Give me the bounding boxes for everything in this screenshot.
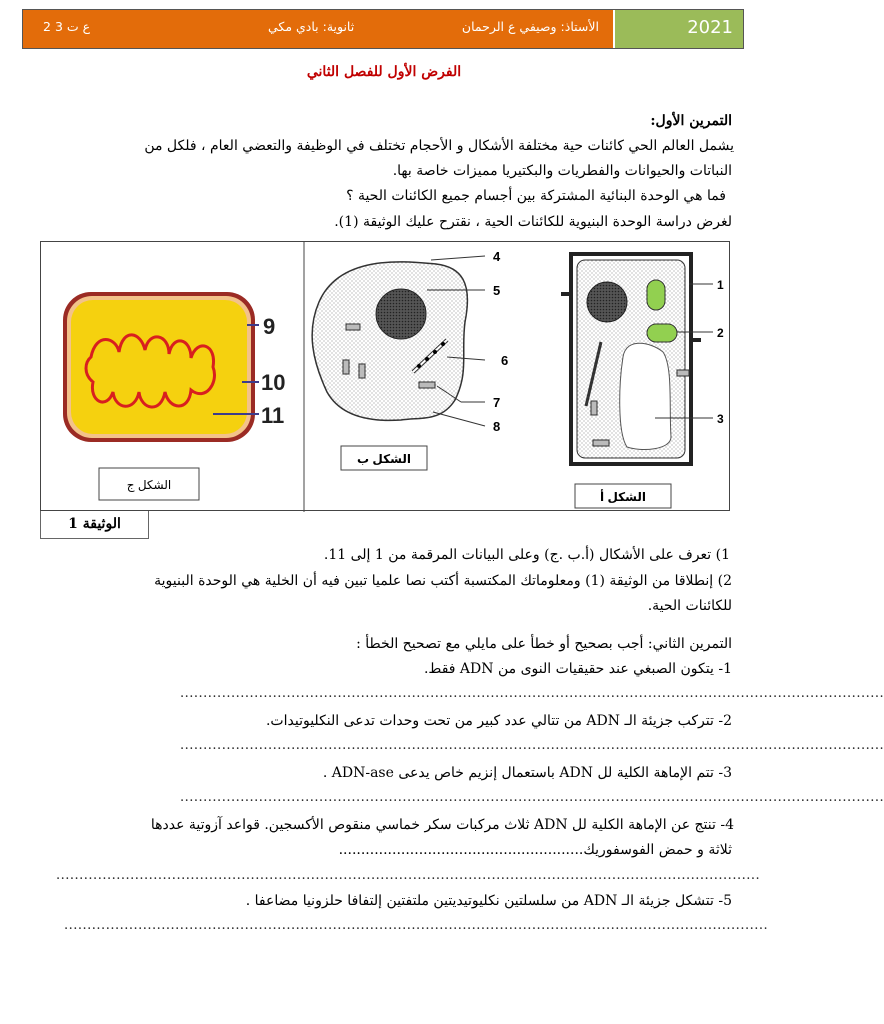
document-1-caption: الوثيقة 1 (40, 511, 149, 539)
statement-1: 1- يتكون الصبغي عند حقيقيات النوى من ADN فقط. (423, 661, 732, 677)
label-1: 1 (717, 278, 724, 292)
label-9: 9 (263, 314, 276, 339)
header-info-panel (23, 10, 613, 48)
header-year-panel (613, 10, 743, 48)
teacher-label: الأستاذ: وصيفي ع الرحمان (461, 19, 599, 34)
figure-c-bacterium (63, 292, 285, 500)
figure-b-animal-cell (312, 249, 508, 470)
exercise1-intro-line1: يشمل العالم الحي كائنات حية مختلفة الأشكال و الأحجام تختلف في الوظيفة والتعضي العام ، فلكل من (144, 138, 734, 154)
label-6: 6 (501, 353, 509, 368)
statement-3: 3- تتم الإماهة الكلية لل ADN باستعمال إنزيم خاص يدعى ADN-ase . (322, 765, 732, 781)
statement-5: 5- تتشكل جزيئة الـ ADN من سلسلتين نكليوتيديتين ملتفتين إلتفافا حلزونيا مضاعفا . (245, 893, 732, 909)
label-5: 5 (493, 283, 501, 298)
exercise1-proposal: لغرض دراسة الوحدة البنيوية للكائنات الحية ، نقترح عليك الوثيقة (1). (334, 214, 732, 230)
answer-line-2: ........................................................................................................................................................ (180, 738, 884, 753)
year-label: 2021 (687, 17, 733, 38)
label-11: 11 (261, 403, 285, 428)
label-7: 7 (493, 395, 501, 410)
page-title: الفرض الأول للفصل الثاني (306, 64, 462, 80)
fig-b-label: الشكل ب (357, 452, 411, 466)
statement-2: 2- تتركب جزيئة الـ ADN من تتالي عدد كبير من تحت وحدات تدعى النكليوتيدات. (265, 713, 732, 729)
answer-line-4: ........................................................................................................................................................ (56, 868, 761, 883)
statement-4-line1: 4- تنتج عن الإماهة الكلية لل ADN ثلاث مركبات سكر خماسي منقوص الأكسجين. قواعد آزوتية عددها (150, 817, 734, 833)
exercise1-question: فما هي الوحدة البنائية المشتركة بين أجسام جميع الكائنات الحية ؟ (346, 188, 726, 204)
label-4: 4 (493, 249, 501, 264)
fig-c-label: الشكل ج (126, 478, 172, 492)
question-2-line1: 2) إنطلاقا من الوثيقة (1) ومعلوماتك المكتسبة أكتب نصا علميا تبين فيه أن الخلية هي الوحدة البنيوية (154, 573, 732, 589)
fig-a-label: الشكل أ (600, 490, 646, 504)
header-bar (22, 9, 744, 49)
document-1-figure (40, 241, 730, 511)
answer-line-3: ........................................................................................................................................................ (180, 790, 884, 805)
figure-a-plant-cell (561, 254, 724, 508)
question-2-line2: للكائنات الحية. (647, 598, 732, 614)
class-label: 2 ع ت 3 (43, 19, 91, 34)
label-8: 8 (493, 419, 501, 434)
cells-diagram (41, 242, 731, 512)
answer-line-5: ........................................................................................................................................................ (64, 918, 769, 933)
label-10: 10 (261, 370, 286, 395)
label-2: 2 (717, 326, 724, 340)
exercise2-heading: التمرين الثاني: أجب بصحيح أو خطأ على مايلي مع تصحيح الخطأ : (356, 636, 732, 652)
exercise1-heading: التمرين الأول: (650, 113, 732, 129)
school-label: ثانوية: بادي مكي (268, 19, 355, 34)
statement-4-line2: ثلاثة و حمض الفوسفوريك....................................................... (338, 842, 732, 858)
answer-line-1: ........................................................................................................................................................ (180, 686, 884, 701)
label-3: 3 (717, 412, 724, 426)
exercise1-intro-line2: النباتات والحيوانات والفطريات والبكتيريا مميزات خاصة بها. (392, 163, 732, 179)
question-1: 1) تعرف على الأشكال (أ.ب .ج) وعلى البيانات المرقمة من 1 إلى 11. (323, 547, 730, 563)
